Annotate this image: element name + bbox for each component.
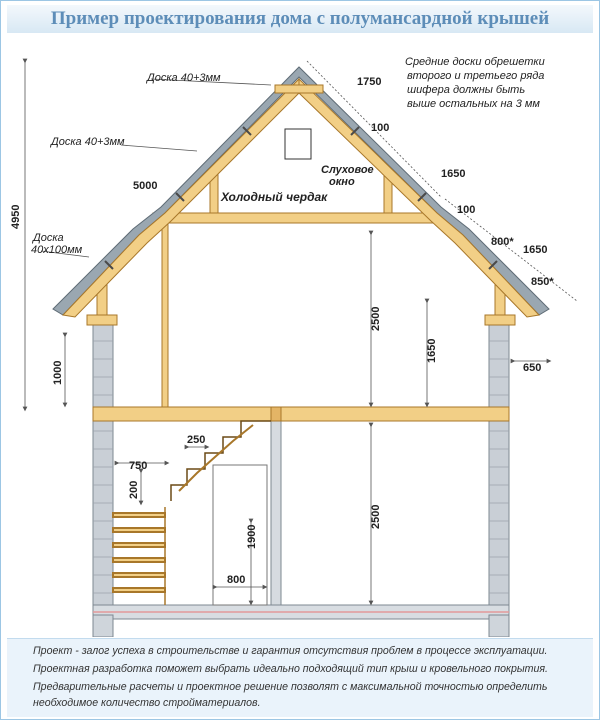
svg-text:Средние доски обрешетки: Средние доски обрешетки xyxy=(405,56,545,68)
foundation xyxy=(93,605,509,637)
svg-text:Холодный чердак: Холодный чердак xyxy=(221,190,328,204)
svg-text:второго и третьего ряда: второго и третьего ряда xyxy=(407,70,545,82)
floor-beam xyxy=(93,407,509,421)
dim-650: 650 xyxy=(523,362,542,374)
label-attic xyxy=(220,190,328,204)
footer-line-2: Проектная разработка поможет выбрать идеально подходящий тип крыш и кровельного покрытия. xyxy=(33,663,548,675)
dim-100-mid: 100 xyxy=(457,204,476,216)
footer-line-4: необходимое количество стройматериалов. xyxy=(33,697,261,709)
svg-text:окно: окно xyxy=(329,176,355,188)
partition-wall xyxy=(271,421,281,605)
house-drawing xyxy=(1,1,599,637)
svg-text:40х100мм: 40х100мм xyxy=(31,244,83,256)
footer-line-3: Предварительные расчеты и проектное решение позволят с максимальной точностью определить xyxy=(33,681,548,693)
dim-750: 750 xyxy=(129,460,148,472)
dimension-values xyxy=(10,76,554,586)
dim-800-door: 800 xyxy=(227,574,246,586)
note-block xyxy=(405,56,545,110)
svg-text:Доска 40+3мм: Доска 40+3мм xyxy=(147,72,221,84)
svg-text:шифера должны быть: шифера должны быть xyxy=(407,84,526,96)
dim-2500-upper: 2500 xyxy=(370,306,382,331)
right-wall xyxy=(489,323,509,605)
dim-1900: 1900 xyxy=(246,524,258,549)
dim-1750: 1750 xyxy=(357,76,382,88)
footer-box xyxy=(7,638,593,717)
label-dormer xyxy=(321,164,374,188)
svg-text:выше остальных на 3 мм: выше остальных на 3 мм xyxy=(407,98,540,110)
left-wall xyxy=(93,323,113,605)
dim-1000: 1000 xyxy=(52,360,64,385)
dim-800: 800* xyxy=(491,236,514,248)
dim-1650-low: 1650 xyxy=(523,244,548,256)
dim-200: 200 xyxy=(128,480,140,499)
dim-2500-lower: 2500 xyxy=(370,504,382,529)
svg-text:Доска 40+3мм: Доска 40+3мм xyxy=(51,136,125,148)
label-board-mid xyxy=(49,136,125,148)
dim-4950: 4950 xyxy=(10,204,22,229)
dim-100-top: 100 xyxy=(371,122,390,134)
page-title: Пример проектирования дома с полумансардной крышей xyxy=(50,8,550,29)
dim-5000: 5000 xyxy=(133,180,158,192)
label-board-low xyxy=(31,232,83,256)
svg-text:Доска: Доска xyxy=(33,232,64,244)
dormer-window xyxy=(285,129,311,159)
footer-line-1: Проект - залог успеха в строительстве и гарантия отсутствия проблем в процессе эксплуатации. xyxy=(33,645,548,657)
dim-250: 250 xyxy=(187,434,206,446)
label-board-top xyxy=(145,72,221,84)
svg-text:Слуховое: Слуховое xyxy=(321,164,374,176)
dim-1650-mid: 1650 xyxy=(441,168,466,180)
staircase xyxy=(113,421,271,605)
dim-850: 850* xyxy=(531,276,554,288)
dim-1650-knee: 1650 xyxy=(426,338,438,363)
